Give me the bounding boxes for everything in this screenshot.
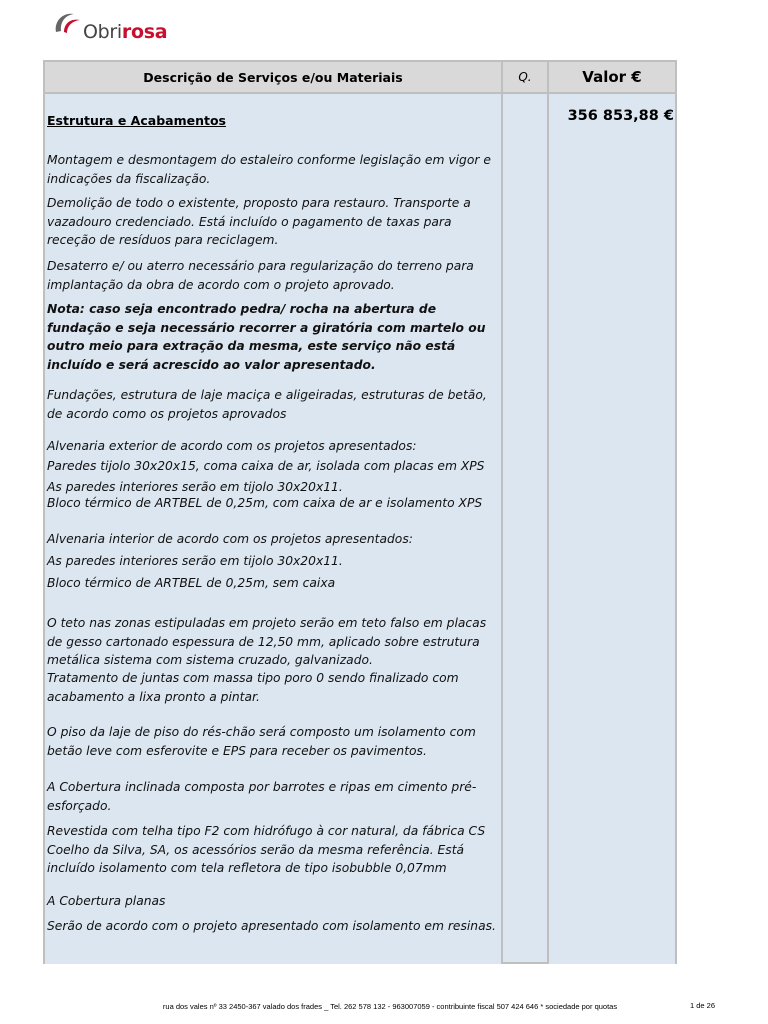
company-logo: [50, 8, 190, 48]
header-quantity: Q.: [501, 60, 549, 94]
header-valor: Valor €: [547, 60, 677, 94]
paragraph: Desaterro e/ ou aterro necessário para regularização do terreno para implantação da obra de acordo com o projeto aprovado.: [47, 259, 474, 292]
header-description: Descrição de Serviços e/ou Materiais: [43, 60, 503, 94]
quantity-column: [501, 94, 549, 964]
paragraph: O piso da laje de piso do rés-chão será composto um isolamento com betão leve com esferovite e EPS para receber os pavimentos.: [47, 725, 476, 758]
valor-column: [547, 94, 677, 964]
paragraph: Fundações, estrutura de laje maciça e aligeiradas, estruturas de betão, de acordo como os projetos aprovados: [47, 388, 487, 421]
paragraph: Bloco térmico de ARTBEL de 0,25m, sem caixa: [47, 576, 336, 590]
paragraph: Paredes tijolo 30x20x15, coma caixa de ar, isolada com placas em XPS: [47, 459, 485, 473]
paragraph: Montagem e desmontagem do estaleiro conforme legislação em vigor e indicações da fiscalização.: [47, 153, 491, 186]
footer-address: rua dos vales nº 33 2450-367 valado dos frades _ Tel. 262 578 132 - 963007059 - contribuinte fiscal 507 424 646 * sociedade por quotas: [162, 1002, 618, 1011]
paragraph: Bloco térmico de ARTBEL de 0,25m, com caixa de ar e isolamento XPS: [47, 496, 483, 510]
paragraph: As paredes interiores serão em tijolo 30x20x11.: [47, 554, 343, 568]
paragraph: Serão de acordo com o projeto apresentado com isolamento em resinas.: [47, 919, 496, 933]
paragraph: Alvenaria exterior de acordo com os projetos apresentados:: [47, 439, 417, 453]
note-paragraph: Nota: caso seja encontrado pedra/ rocha na abertura de fundação e seja necessário recorrer a giratória com martelo ou outro meio para extração da mesma, este serviço não está incluído e será acrescido ao valor apresentado.: [47, 302, 486, 372]
logo-text-brand: rosa: [121, 21, 168, 43]
logo-mark-icon: [52, 10, 82, 40]
page-number: 1 de 26: [690, 1001, 716, 1010]
section-title: Estrutura e Acabamentos: [47, 113, 226, 128]
paragraph: O teto nas zonas estipuladas em projeto serão em teto falso em placas de gesso cartonado espessura de 12,50 mm, aplicado sobre estrutura metálica sistema com sistema cruzado, galvanizado.: [47, 616, 487, 667]
paragraph: Alvenaria interior de acordo com os projetos apresentados:: [47, 532, 413, 546]
logo-wordmark: [83, 21, 167, 43]
paragraph: A Cobertura planas: [47, 894, 166, 908]
logo-text-plain: Obri: [83, 21, 122, 43]
paragraph: Demolição de todo o existente, proposto para restauro. Transporte a vazadouro credenciado. Está incluído o pagamento de taxas para receção de resíduos para reciclagem.: [47, 196, 471, 247]
paragraph: Tratamento de juntas com massa tipo poro 0 sendo finalizado com acabamento a lixa pronto a pintar.: [47, 671, 459, 704]
section-valor: 356 853,88 €: [567, 108, 674, 124]
paragraph: Revestida com telha tipo F2 com hidrófugo à cor natural, da fábrica CS Coelho da Silva, SA, os acessórios serão da mesma referência. Está incluído isolamento com tela refletora de tipo isobubble 0,07mm: [47, 824, 486, 875]
paragraph: A Cobertura inclinada composta por barrotes e ripas em cimento pré-esforçado.: [47, 780, 477, 813]
paragraph: As paredes interiores serão em tijolo 30x20x11.: [47, 480, 343, 494]
